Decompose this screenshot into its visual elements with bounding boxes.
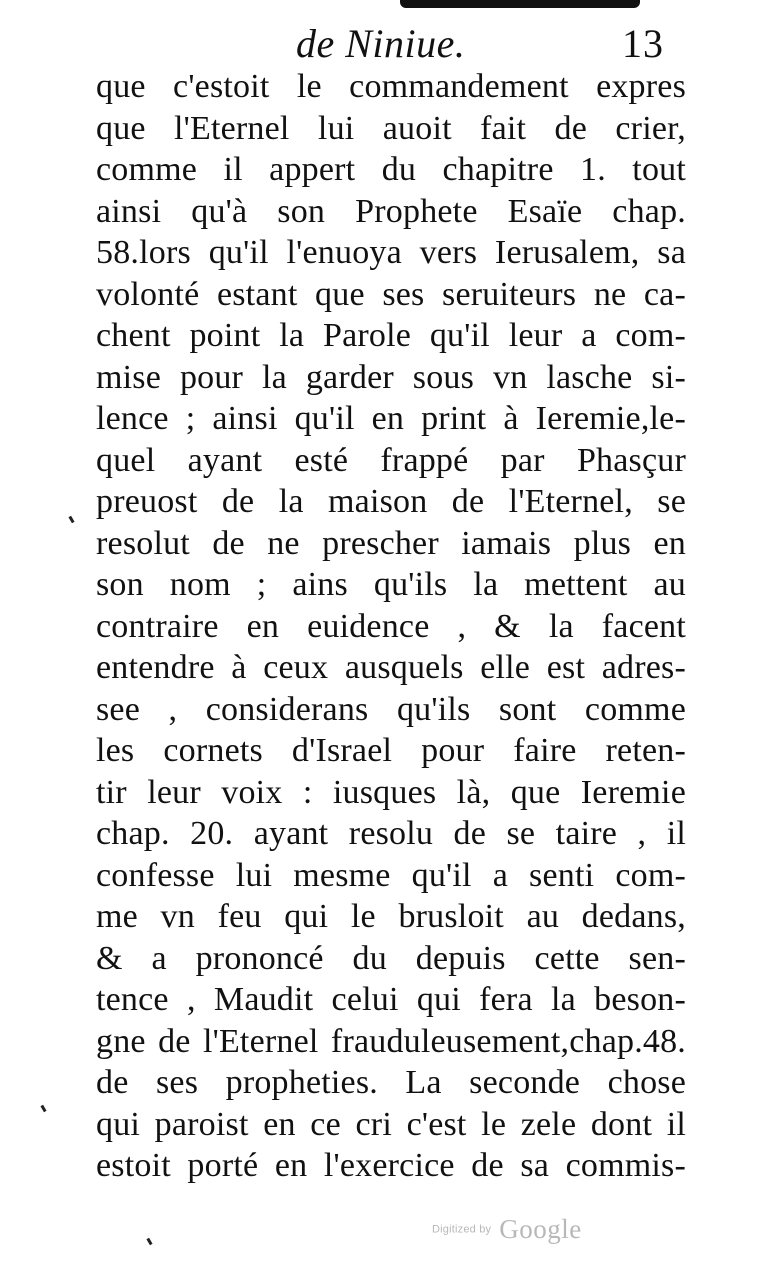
watermark-prefix: Digitized by — [432, 1223, 492, 1236]
text-line: chap. 20. ayant resolu de se taire , il — [96, 815, 686, 852]
text-line: son nom ; ains qu'ils la mettent au — [96, 566, 686, 603]
margin-mark — [68, 516, 74, 524]
digitization-watermark — [432, 1214, 582, 1244]
text-line: confesse lui mesme qu'il a senti com- — [96, 856, 686, 894]
running-head — [0, 18, 768, 70]
page-number: 13 — [622, 21, 664, 66]
text-line: les cornets d'Israel pour faire reten- — [96, 732, 686, 769]
text-line: contraire en euidence , & la facent — [96, 607, 686, 645]
text-line: preuost de la maison de l'Eternel, se — [96, 483, 686, 520]
text-line: mise pour la garder sous vn lasche si- — [96, 358, 686, 396]
text-line: volonté estant que ses seruiteurs ne ca- — [96, 275, 686, 313]
text-line: chent point la Parole qu'il leur a com- — [96, 317, 686, 354]
text-line: 58.lors qu'il l'enuoya vers Ierusalem, sa — [96, 234, 686, 271]
text-line: ainsi qu'à son Prophete Esaïe chap. — [96, 192, 686, 230]
text-line: resolut de ne prescher iamais plus en — [96, 524, 686, 562]
text-line: que c'estoit le commandement expres — [96, 68, 686, 105]
text-line: quel ayant esté frappé par Phasçur — [96, 441, 686, 479]
google-logo: Google — [499, 1214, 582, 1244]
margin-mark — [40, 1105, 46, 1113]
page-top-edge — [400, 0, 640, 8]
text-line: comme il appert du chapitre 1. tout — [96, 151, 686, 188]
running-head-title: de Niniue. — [296, 21, 466, 66]
text-line: que l'Eternel lui auoit fait de crier, — [96, 109, 686, 147]
text-line: tence , Maudit celui qui fera la beson- — [96, 981, 686, 1018]
text-line: tir leur voix : iusques là, que Ieremie — [96, 773, 686, 811]
text-line: lence ; ainsi qu'il en print à Ieremie,le- — [96, 400, 686, 437]
text-line: entendre à ceux ausquels elle est adres- — [96, 649, 686, 686]
text-line: me vn feu qui le brusloit au dedans, — [96, 898, 686, 935]
text-line: de ses propheties. La seconde chose — [96, 1064, 686, 1101]
text-line: qui paroist en ce cri c'est le zele dont il — [96, 1105, 686, 1143]
text-line: gne de l'Eternel frauduleusement,chap.48. — [96, 1022, 686, 1060]
margin-mark — [146, 1238, 152, 1246]
text-line: see , considerans qu'ils sont comme — [96, 690, 686, 728]
body-text — [96, 66, 686, 1187]
text-line: estoit porté en l'exercice de sa commis- — [96, 1147, 686, 1184]
text-line: & a prononcé du depuis cette sen- — [96, 939, 686, 977]
